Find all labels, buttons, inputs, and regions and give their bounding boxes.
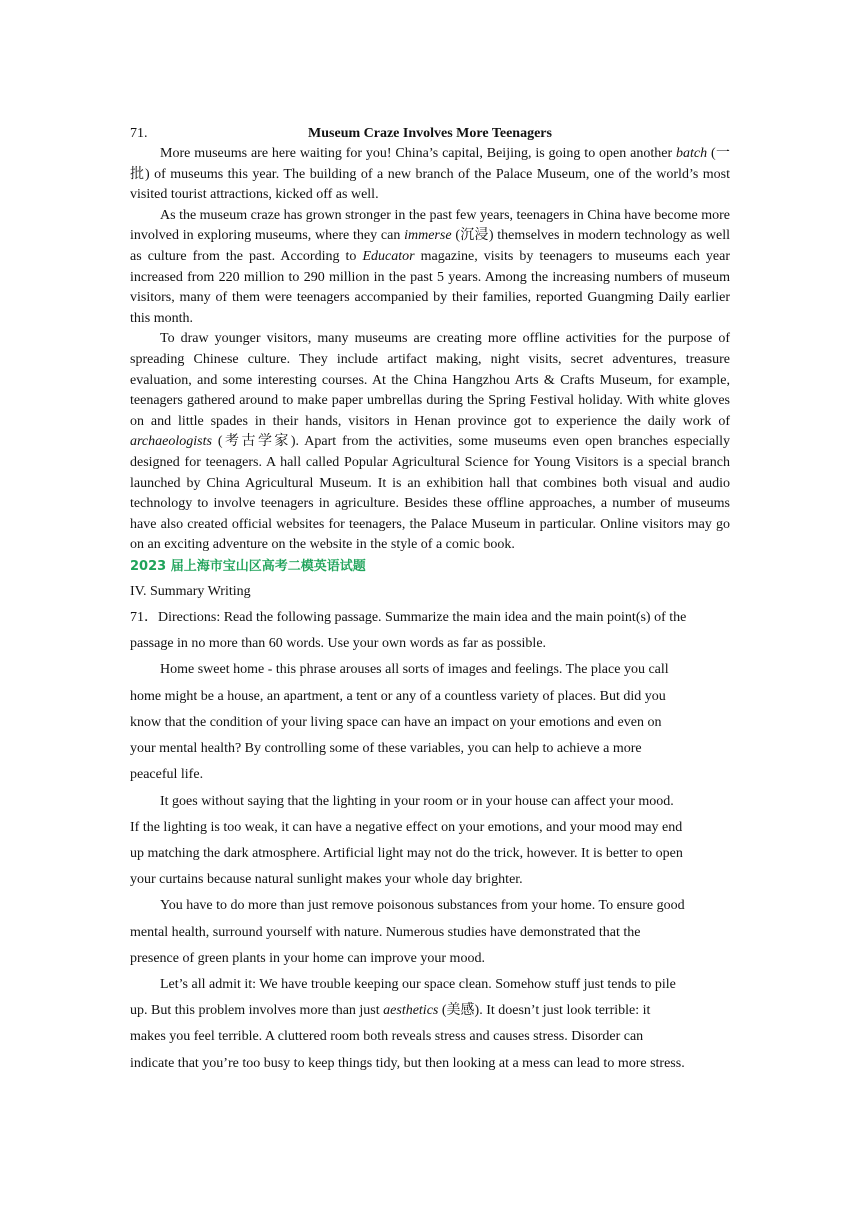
article-paragraph-3: To draw younger visitors, many museums are creating more offline activities for the purpose of spreading Chinese culture. They include artifact making, night visits, secret adventures, treasure evaluation, and some interesting courses. At the China Hangzhou Arts & Crafts Museum, for example, teenagers gathered around to make paper umbrellas during the Spring Festival holiday. With white gloves on and little spades in their hands, visitors in Henan province got to experience the daily work of archaeologists (考古学家). Apart from the activities, some museums even open branches especially designed for teenagers. A hall called Popular Agricultural Science for Young Visitors is a special branch launched by China Agricultural Museum. It is an exhibition hall that combines both visual and audio technology to involve teenagers in agriculture. Besides these offline approaches, a number of museums have also created official websites for teenagers, the Palace Museum in particular. Online visitors may go on an exciting adventure on the website in the style of a comic book. — [130, 331, 730, 553]
passage-line: Let’s all admit it: We have trouble keeping our space clean. Somehow stuff just tends to pile — [160, 976, 676, 992]
passage-line: indicate that you’re too busy to keep things tidy, but then looking at a mess can lead to more stress. — [130, 1055, 685, 1071]
passage-line: You have to do more than just remove poisonous substances from your home. To ensure good — [160, 898, 685, 914]
passage-paragraph-4 — [130, 972, 730, 1077]
gloss-word-immerse: immerse — [404, 228, 452, 244]
passage-line: mental health, surround yourself with nature. Numerous studies have demonstrated that the — [130, 924, 641, 940]
passage-paragraph-3 — [130, 893, 730, 972]
passage-line: your mental health? By controlling some of these variables, you can help to achieve a more — [130, 741, 642, 757]
passage-line: up. But this problem involves more than just aesthetics (美感). It doesn’t just look terrible: it — [130, 1003, 651, 1019]
passage-paragraph-2 — [130, 789, 730, 894]
article-title: Museum Craze Involves More Teenagers — [308, 126, 552, 141]
article-paragraph-1: More museums are here waiting for you! China’s capital, Beijing, is going to open another batch (一批) of museums this year. The building of a new branch of the Palace Museum, one of the world’s most visited tourist attractions, kicked off as well. — [130, 146, 730, 203]
gloss-word-aesthetics: aesthetics — [383, 1003, 439, 1019]
gloss-word-batch: batch — [675, 146, 708, 161]
document-content — [130, 123, 730, 1077]
gloss-word-archaeologists: archaeologists — [130, 434, 212, 450]
directions-line: passage in no more than 60 words. Use your own words as far as possible. — [130, 636, 547, 652]
magazine-name: Educator — [362, 248, 415, 264]
passage-line: makes you feel terrible. A cluttered room both reveals stress and causes stress. Disorder can — [130, 1029, 644, 1045]
passage-line: If the lighting is too weak, it can have a negative effect on your emotions, and your mood may end — [130, 819, 683, 835]
directions-line: 71．Directions: Read the following passage. Summarize the main idea and the main point(s) of the — [130, 610, 687, 626]
passage-line: presence of green plants in your home can improve your mood. — [130, 950, 485, 966]
passage-line: Home sweet home - this phrase arouses all sorts of images and feelings. The place you call — [160, 662, 669, 678]
passage-line: up matching the dark atmosphere. Artificial light may not do the trick, however. It is better to open — [130, 845, 683, 861]
passage-line: know that the condition of your living space can have an impact on your emotions and even on — [130, 714, 662, 730]
passage-line: home might be a house, an apartment, a tent or any of a countless variety of places. But did you — [130, 688, 666, 704]
section-heading: IV. Summary Writing — [130, 583, 251, 599]
passage-line: your curtains because natural sunlight makes your whole day brighter. — [130, 872, 523, 888]
passage-line: It goes without saying that the lighting in your room or in your house can affect your mood. — [160, 793, 674, 809]
passage-line: peaceful life. — [130, 767, 204, 783]
directions — [130, 605, 730, 657]
article-paragraph-2: As the museum craze has grown stronger in the past few years, teenagers in China have become more involved in exploring museums, where they can immerse (沉浸) themselves in modern technology as well as culture from the past. According to Educator magazine, visits by teenagers to museums each year increased from 220 million to 290 million in the past 5 years. Among the increasing numbers of museum visitors, many of them were teenagers accompanied by their families, reported Guangming Daily earlier this month. — [130, 207, 730, 326]
passage-paragraph-1 — [130, 657, 730, 788]
question-number: 71. — [130, 126, 148, 141]
question-heading — [130, 123, 730, 144]
source-exam-title: 2023 届上海市宝山区高考二模英语试题 — [130, 558, 366, 574]
